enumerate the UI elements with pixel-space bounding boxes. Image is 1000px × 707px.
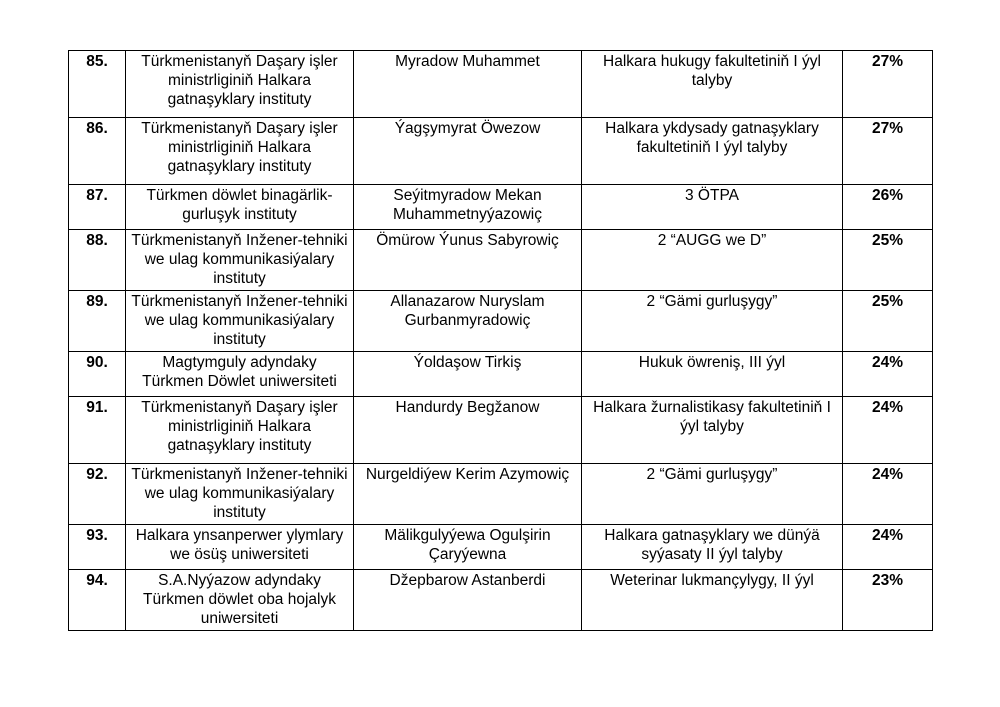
row-number: 93. (69, 525, 126, 570)
results-table (68, 50, 933, 631)
institution-cell: Türkmenistanyň Daşary işler ministrliginiň Halkara gatnaşyklary instituty (126, 118, 354, 185)
percent-cell: 27% (843, 51, 933, 118)
faculty-cell: 2 “Gämi gurluşygy” (582, 291, 843, 352)
row-number: 94. (69, 570, 126, 631)
faculty-cell: Weterinar lukmançylygy, II ýyl (582, 570, 843, 631)
institution-cell: Türkmenistanyň Daşary işler ministrliginiň Halkara gatnaşyklary instituty (126, 51, 354, 118)
student-name-cell: Myradow Muhammet (354, 51, 582, 118)
student-name-cell: Ýagşymyrat Öwezow (354, 118, 582, 185)
row-number: 88. (69, 230, 126, 291)
percent-cell: 26% (843, 185, 933, 230)
institution-cell: Türkmenistanyň Inžener-tehniki we ulag kommunikasiýalary instituty (126, 464, 354, 525)
row-number: 91. (69, 397, 126, 464)
student-name-cell: Ömürow Ýunus Sabyrowiç (354, 230, 582, 291)
institution-cell: Türkmenistanyň Inžener-tehniki we ulag kommunikasiýalary instituty (126, 230, 354, 291)
table-row (69, 525, 933, 570)
table-row (69, 464, 933, 525)
institution-cell: Türkmen döwlet binagärlik-gurluşyk instituty (126, 185, 354, 230)
student-name-cell: Ýoldaşow Tirkiş (354, 352, 582, 397)
percent-cell: 25% (843, 230, 933, 291)
faculty-cell: Halkara ykdysady gatnaşyklary fakultetiniň I ýyl talyby (582, 118, 843, 185)
row-number: 92. (69, 464, 126, 525)
percent-cell: 24% (843, 397, 933, 464)
student-name-cell: Džepbarow Astanberdi (354, 570, 582, 631)
table-row (69, 51, 933, 118)
faculty-cell: 3 ÖTPA (582, 185, 843, 230)
row-number: 85. (69, 51, 126, 118)
institution-cell: Türkmenistanyň Inžener-tehniki we ulag kommunikasiýalary instituty (126, 291, 354, 352)
student-name-cell: Nurgeldiýew Kerim Azymowiç (354, 464, 582, 525)
faculty-cell: Halkara žurnalistikasy fakultetiniň I ýyl talyby (582, 397, 843, 464)
student-name-cell: Seýitmyradow Mekan Muhammetnyýazowiç (354, 185, 582, 230)
faculty-cell: Halkara hukugy fakultetiniň I ýyl talyby (582, 51, 843, 118)
table-row (69, 118, 933, 185)
table-row (69, 185, 933, 230)
student-name-cell: Allanazarow Nuryslam Gurbanmyradowiç (354, 291, 582, 352)
percent-cell: 24% (843, 464, 933, 525)
row-number: 90. (69, 352, 126, 397)
percent-cell: 23% (843, 570, 933, 631)
student-name-cell: Handurdy Begžanow (354, 397, 582, 464)
table-row (69, 230, 933, 291)
table-row (69, 397, 933, 464)
row-number: 89. (69, 291, 126, 352)
institution-cell: Türkmenistanyň Daşary işler ministrliginiň Halkara gatnaşyklary instituty (126, 397, 354, 464)
table-row (69, 570, 933, 631)
institution-cell: Halkara ynsanperwer ylymlary we ösüş uniwersiteti (126, 525, 354, 570)
student-name-cell: Mälikgulyýewa Ogulşirin Çaryýewna (354, 525, 582, 570)
institution-cell: Magtymguly adyndaky Türkmen Döwlet uniwersiteti (126, 352, 354, 397)
percent-cell: 24% (843, 352, 933, 397)
institution-cell: S.A.Nyýazow adyndaky Türkmen döwlet oba hojalyk uniwersiteti (126, 570, 354, 631)
percent-cell: 25% (843, 291, 933, 352)
table-row (69, 352, 933, 397)
table-row (69, 291, 933, 352)
row-number: 86. (69, 118, 126, 185)
faculty-cell: Halkara gatnaşyklary we dünýä syýasaty II ýyl talyby (582, 525, 843, 570)
percent-cell: 24% (843, 525, 933, 570)
faculty-cell: Hukuk öwreniş, III ýyl (582, 352, 843, 397)
faculty-cell: 2 “AUGG we D” (582, 230, 843, 291)
percent-cell: 27% (843, 118, 933, 185)
faculty-cell: 2 “Gämi gurluşygy” (582, 464, 843, 525)
row-number: 87. (69, 185, 126, 230)
